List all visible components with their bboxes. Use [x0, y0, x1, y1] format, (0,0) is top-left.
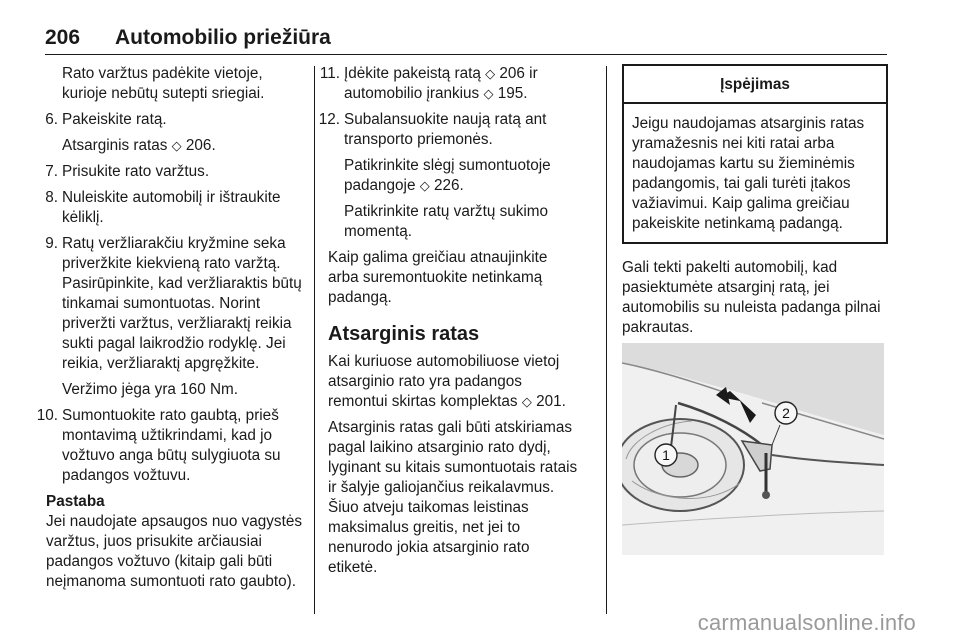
spare-wheel-drawing: [622, 343, 884, 555]
step-number: 10.: [36, 407, 58, 424]
step-text: Ratų veržliarakčiu kryžmine seka priveržkite kiekvieną rato varžtą. Pasirūpinkite, kad veržliaraktis būtų tinkamai sumontuotas. Norint priveržti varžtus, veržliaraktį reikia sukti pagal laikrodžio rodyklę. Jei reikia, veržliaraktį apgręžkite.: [62, 235, 302, 372]
cross-reference-icon: ◇: [483, 86, 494, 101]
step-number: 8.: [45, 189, 58, 206]
step-text-ref: 206 ir automobilio įrankius: [344, 65, 538, 102]
step-6-sub: [46, 136, 302, 156]
step-12: [318, 110, 580, 150]
page-title: Automobilio priežiūra: [115, 26, 331, 49]
step-12-sub-2: Patikrinkite ratų varžtų sukimo momentą.: [344, 203, 549, 240]
step-12-sub-1: [328, 156, 580, 196]
step-number: 11.: [319, 65, 340, 82]
column-middle: [318, 64, 580, 584]
cross-reference-page: 201.: [536, 393, 566, 410]
step-number: 7.: [45, 163, 58, 180]
header-divider: [45, 54, 887, 55]
cross-reference-page: 195.: [497, 85, 528, 102]
callout-1-label: 1: [662, 447, 670, 463]
page-header: [45, 26, 887, 52]
cross-reference-icon: ◇: [521, 394, 532, 409]
step-9: [46, 234, 302, 374]
spare-kit-paragraph: [328, 352, 580, 412]
step-8: [46, 188, 302, 228]
paragraph-text: Kai kuriuose automobiliuose vietoj atsarginio rato yra padangos remontui skirtas komplektas: [328, 353, 560, 410]
step-9-sub: Veržimo jėga yra 160 Nm.: [62, 381, 238, 398]
note-title: Pastaba: [46, 493, 105, 510]
column-divider: [606, 66, 607, 614]
cross-reference-icon: ◇: [419, 178, 430, 193]
step-number: 9.: [45, 235, 58, 252]
column-left: [36, 64, 302, 598]
cross-reference-page: 226.: [433, 177, 464, 194]
step-number: 6.: [45, 111, 58, 128]
page-number: 206: [45, 26, 81, 49]
site-watermark: carmanualsonline.info: [697, 610, 916, 635]
spare-size-paragraph: Atsarginis ratas gali būti atskiriamas pagal laikino atsarginio rato dydį, lyginant su kitais sumontuotais ratais ir šalyje galiojančius reikalavmus. Šiuo atveju taikomas leistinas maksimalus greitis, net jei to nenurodo jokia atsarginio rato etiketė.: [328, 419, 578, 576]
continued-text: Rato varžtus padėkite vietoje, kurioje nebūtų sutepti sriegiai.: [62, 65, 265, 102]
step-text: Pakeiskite ratą.: [62, 111, 167, 128]
warning-text: Jeigu naudojamas atsarginis ratas yramažesnis nei kiti ratai arba naudojamas kartu su žieminėmis padangomis, tai gali turėti įtakos važiavimui. Kaip galima greičiau pakeiskite netinkamą padangą.: [632, 115, 865, 232]
step-11: [319, 64, 580, 104]
step-text: Subalansuokite naują ratą ant transporto priemonės.: [344, 111, 547, 148]
step-number: 12.: [318, 111, 340, 128]
step-6: [46, 110, 302, 130]
lift-paragraph: Gali tekti pakelti automobilį, kad pasiektumėte atsarginį ratą, jei automobilis su nuleista padanga pilnai pakrautas.: [622, 259, 881, 336]
note-text: Jei naudojate apsaugos nuo vagystės varžtus, juos prisukite arčiausiai padangos vožtuvo (kitaip gali būti neįmanoma sumontuoti rato gaubto).: [46, 513, 302, 590]
sub-text: Atsarginis ratas: [62, 137, 168, 154]
step-7: [46, 162, 302, 182]
column-right: [622, 64, 888, 370]
step-text: Nuleiskite automobilį ir ištraukite kėliklį.: [62, 189, 281, 226]
warning-box: [622, 64, 888, 244]
warning-title: Įspėjimas: [624, 66, 886, 104]
callout-2-label: 2: [782, 405, 790, 421]
step-10: [36, 406, 302, 486]
step-text: Sumontuokite rato gaubtą, prieš montavimą užtikrindami, kad jo vožtuvo anga būtų sulygiuota su padangos vožtuvu.: [62, 407, 281, 484]
cross-reference-page: 206.: [185, 137, 216, 154]
step-text: Prisukite rato varžtus.: [62, 163, 210, 180]
repair-paragraph: Kaip galima greičiau atnaujinkite arba suremontuokite netinkamą padangą.: [328, 249, 548, 306]
cross-reference-icon: ◇: [171, 138, 182, 153]
step-text: Įdėkite pakeistą ratą: [344, 65, 481, 82]
column-divider: [314, 66, 315, 614]
cross-reference-icon: ◇: [485, 66, 496, 81]
section-heading: Atsarginis ratas: [328, 323, 480, 345]
spare-wheel-illustration: [622, 343, 884, 555]
sub-text: Patikrinkite slėgį sumontuotoje padangoje: [344, 157, 551, 194]
